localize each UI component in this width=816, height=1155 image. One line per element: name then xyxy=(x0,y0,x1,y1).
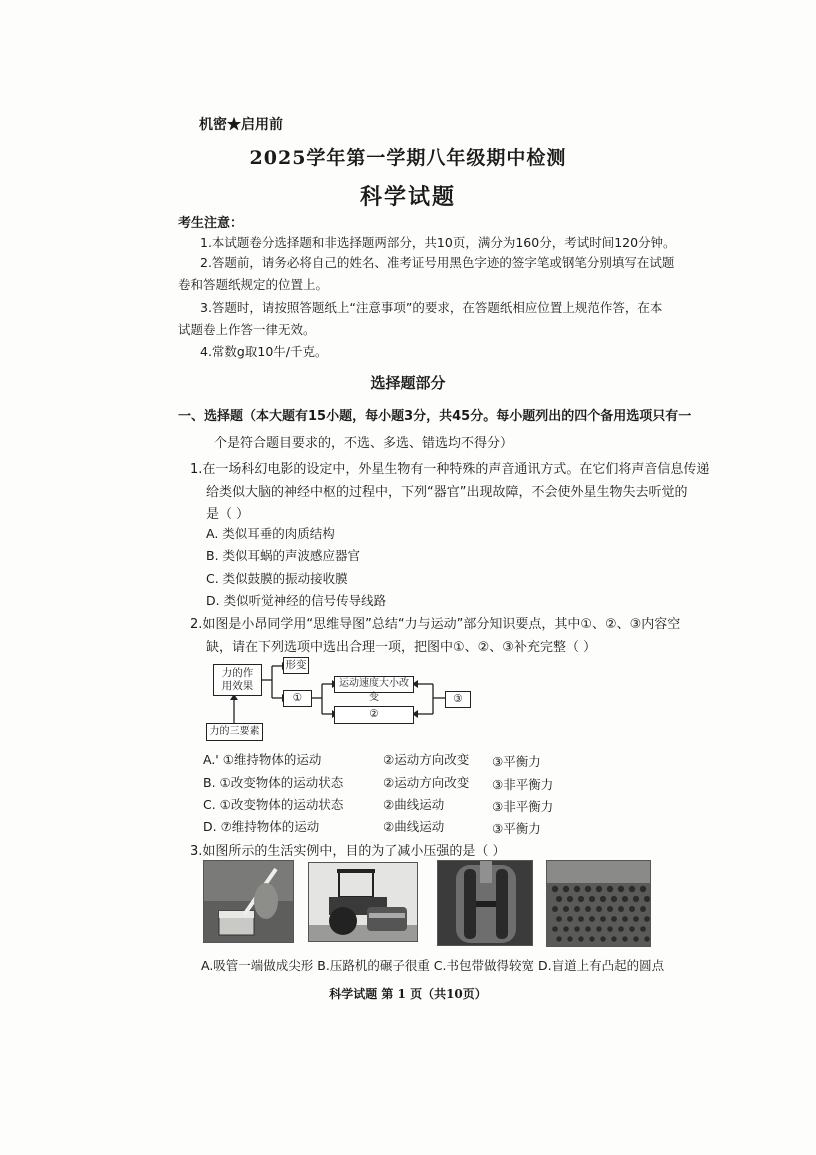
q2-option-a-2: ②运动方向改变 xyxy=(383,752,470,767)
q2-option-d-3: ③平衡力 xyxy=(492,821,541,836)
photo-tactile-paving xyxy=(546,860,651,947)
q2-option-d: D. ⑦维持物体的运动 xyxy=(203,819,320,834)
page-footer: 科学试题 第 1 页（共10页） xyxy=(329,987,487,1001)
diagram-box-speed: 运动速度大小改变 xyxy=(334,676,414,693)
notice-item-4: 4.常数g取10牛/千克。 xyxy=(200,344,328,359)
q2-stem-2: 缺，请在下列选项中选出合理一项，把图中①、②、③补充完整（ ） xyxy=(206,640,597,655)
q1-stem-1: 1.在一场科幻电影的设定中，外星生物有一种特殊的声音通讯方式。在它们将声音信息传递 xyxy=(190,462,710,477)
q2-option-b-3: ③非平衡力 xyxy=(492,777,554,792)
q1-option-c: C. 类似鼓膜的振动接收膜 xyxy=(206,571,348,586)
q1-stem-2: 给类似大脑的神经中枢的过程中，下列“器官”出现故障，不会使外星生物失去听觉的 xyxy=(206,485,688,500)
q1-option-a: A. 类似耳垂的肉质结构 xyxy=(206,526,335,541)
photo-road-roller xyxy=(308,862,418,942)
photo-straw xyxy=(203,860,294,943)
section-instruction-1: 一、选择题（本大题有15小题，每小题3分，共45分。每小题列出的四个备用选项只有一 xyxy=(178,409,692,424)
q2-option-a: A.' ①维持物体的运动 xyxy=(203,752,322,767)
q2-option-a-3: ③平衡力 xyxy=(492,754,541,769)
diagram-box-deform: 形变 xyxy=(283,657,309,674)
notice-item-2: 2.答题前，请务必将自己的姓名、准考证号用黑色字迹的签字笔或钢笔分别填写在试题 xyxy=(200,255,675,270)
diagram-box-circle1: ① xyxy=(283,690,312,707)
notice-item-3-cont: 试题卷上作答一律无效。 xyxy=(178,322,316,337)
q3-stem: 3.如图所示的生活实例中，目的为了减小压强的是（ ） xyxy=(190,844,506,859)
notice-item-2-cont: 卷和答题纸规定的位置上。 xyxy=(178,277,329,292)
section-title: 选择题部分 xyxy=(370,374,446,392)
diagram-box-circle3: ③ xyxy=(445,691,471,708)
q3-captions: A.吸管一端做成尖形 B.压路机的碾子很重 C.书包带做得较宽 D.盲道上有凸起的圆点 xyxy=(201,958,665,973)
q2-option-b-2: ②运动方向改变 xyxy=(383,775,470,790)
diagram-box-circle2: ② xyxy=(334,706,414,724)
q2-option-c: C. ①改变物体的运动状态 xyxy=(203,797,344,812)
section-instruction-2: 个是符合题目要求的，不选、多选、错选均不得分） xyxy=(214,436,514,451)
q2-stem-1: 2.如图是小昂同学用“思维导图”总结“力与运动”部分知识要点，其中①、②、③内容空 xyxy=(190,617,681,632)
exam-subtitle: 科学试题 xyxy=(359,184,456,210)
q2-option-c-2: ②曲线运动 xyxy=(383,797,445,812)
confidential-mark: 机密★启用前 xyxy=(199,117,283,133)
q2-option-b: B. ①改变物体的运动状态 xyxy=(203,775,344,790)
q1-option-b: B. 类似耳蜗的声波感应器官 xyxy=(206,548,361,563)
q2-option-c-3: ③非平衡力 xyxy=(492,799,554,814)
q2-option-d-2: ②曲线运动 xyxy=(383,819,445,834)
notice-heading: 考生注意： xyxy=(178,216,244,231)
q1-stem-3: 是（ ） xyxy=(206,507,250,522)
notice-item-1: 1.本试题卷分选择题和非选择题两部分，共10页，满分为160分，考试时间120分钟。 xyxy=(200,235,676,250)
diagram-box-three-elements: 力的三要素 xyxy=(206,723,263,741)
q1-option-d: D. 类似听觉神经的信号传导线路 xyxy=(206,593,387,608)
notice-item-3: 3.答题时，请按照答题纸上“注意事项”的要求，在答题纸相应位置上规范作答，在本 xyxy=(200,300,663,315)
diagram-box-effect: 力的作 用效果 xyxy=(213,664,262,696)
photo-backpack xyxy=(437,860,533,946)
exam-title: 2025学年第一学期八年级期中检测 xyxy=(249,147,567,169)
